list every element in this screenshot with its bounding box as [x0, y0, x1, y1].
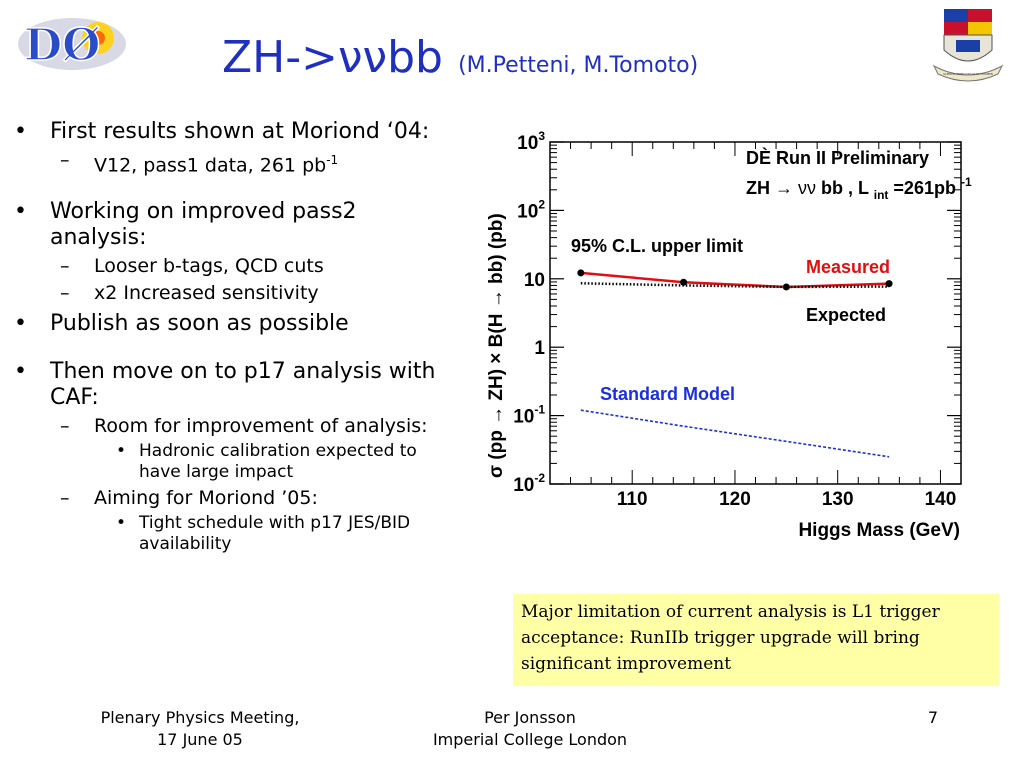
- bullet-sup: -1: [326, 153, 339, 167]
- y-tick-base: 10: [513, 475, 535, 496]
- bullet-text: Looser b-tags, QCD cuts: [94, 255, 324, 278]
- bullet-level2: [14, 415, 454, 438]
- bullet-marker: •: [14, 359, 27, 385]
- bullet-marker: –: [60, 149, 70, 171]
- series-line-standard-model: [581, 410, 889, 457]
- limitation-note: Major limitation of current analysis is L1 trigger acceptance: RunIIb trigger upgrade will bring significant improvement: [513, 594, 999, 686]
- bullet-marker: •: [14, 199, 27, 225]
- header-bb: bb: [821, 178, 844, 198]
- svg-text:ZH → νν bb: [746, 175, 972, 203]
- bullet-text: Publish as soon as possible: [50, 311, 349, 337]
- bullet-level3: [14, 441, 454, 483]
- y-tick-base: 10: [523, 269, 545, 291]
- bullet-marker: •: [116, 441, 127, 462]
- header-lumi-sup: -1: [960, 175, 972, 189]
- y-tick-label: [513, 471, 545, 496]
- slide-title: [222, 32, 698, 83]
- bullet-marker: •: [14, 119, 27, 144]
- chart-header-line2: [746, 175, 972, 203]
- header-lumi-sub: int: [873, 188, 889, 202]
- legend-standard-model: Standard Model: [600, 384, 736, 404]
- header-lumi: , L: [848, 178, 869, 198]
- bullet-marker: •: [14, 311, 27, 337]
- bullet-level2: [14, 487, 454, 510]
- bullet-level1: [14, 199, 454, 251]
- y-tick-label: [534, 338, 545, 359]
- y-tick-label: [513, 403, 545, 428]
- x-axis-label: Higgs Mass (GeV): [798, 520, 960, 541]
- footer-author: [400, 707, 660, 751]
- bullet-marker: –: [60, 487, 70, 510]
- bullet-spacer: [14, 177, 454, 193]
- imperial-crest-motto: SCIENTIA IMPERII DECUS ET TUTAMEN: [943, 73, 993, 76]
- measured-point: [577, 269, 584, 276]
- y-tick-base: 10: [517, 133, 539, 154]
- limit-chart: [482, 122, 982, 552]
- bullet-text: Aiming for Moriond ’05:: [94, 487, 318, 510]
- bullet-text: Then move on to p17 analysis with CAF:: [50, 359, 436, 411]
- y-tick-label: [524, 270, 545, 291]
- chart-header-line1: DÈ Run II Preliminary: [746, 148, 930, 168]
- bullet-level1: [14, 359, 454, 411]
- y-tick-base: 10: [513, 406, 535, 428]
- header-lumi-val: =261pb: [893, 178, 956, 198]
- series-group: [577, 269, 892, 456]
- footer-meeting: [80, 707, 320, 751]
- bullet-spacer: [14, 337, 454, 353]
- y-tick-exp: -1: [534, 402, 545, 417]
- bullet-level1: [14, 119, 454, 145]
- footer-institution: Imperial College London: [432, 730, 628, 749]
- header-nunu: νν: [798, 178, 817, 198]
- x-tick-label: 120: [719, 489, 751, 510]
- y-axis-label: σ (pp → ZH) × B(H → bb) (pb): [486, 213, 507, 478]
- bullet-text: First results shown at Moriond ‘04:: [50, 119, 430, 144]
- d0-logo: [12, 8, 136, 76]
- bullet-level2: [14, 255, 454, 278]
- bullet-text: Working on improved pass2 analysis:: [50, 199, 357, 251]
- x-tick-label: 140: [924, 489, 957, 510]
- bullet-text: Room for improvement of analysis:: [94, 415, 428, 438]
- bullet-level3: [14, 513, 454, 555]
- header-zh: ZH →: [746, 178, 793, 198]
- bullet-level2: [14, 149, 454, 177]
- y-tick-base: 10: [517, 201, 539, 223]
- limit-label: 95% C.L. upper limit: [571, 236, 744, 256]
- y-tick-exp: 3: [538, 129, 545, 143]
- footer-author-name: Per Jonsson: [484, 708, 576, 727]
- y-tick-base: 1: [534, 338, 545, 360]
- bullet-marker: •: [116, 513, 127, 534]
- y-tick-label: [517, 129, 545, 154]
- page-number: 7: [927, 708, 939, 727]
- bullet-level2: [14, 282, 454, 305]
- bullet-text: x2 Increased sensitivity: [94, 282, 319, 305]
- footer-meeting-name: Plenary Physics Meeting,: [100, 708, 300, 727]
- legend-measured: Measured: [806, 257, 891, 277]
- y-tick-exp: 2: [538, 197, 545, 212]
- x-tick-label: 110: [616, 489, 648, 510]
- bullet-level1: [14, 311, 454, 337]
- bullet-text: V12, pass1 data, 261 pb: [94, 154, 327, 177]
- bullet-marker: –: [60, 282, 70, 305]
- bullet-text: Hadronic calibration expected to have large impact: [139, 441, 417, 483]
- x-tick-label: 130: [821, 489, 854, 510]
- legend-expected: Expected: [806, 305, 887, 325]
- y-tick-exp: -2: [534, 471, 545, 485]
- footer-date: 17 June 05: [157, 730, 243, 749]
- bullet-text: Tight schedule with p17 JES/BID availability: [139, 513, 411, 555]
- title-authors: (M.Petteni, M.Tomoto): [458, 53, 699, 78]
- y-tick-label: [517, 197, 545, 222]
- bullet-marker: –: [60, 255, 70, 278]
- bullet-list: [14, 113, 454, 555]
- bullet-marker: –: [60, 415, 70, 438]
- title-main: ZH->ννbb: [222, 32, 443, 83]
- imperial-crest: [932, 6, 1004, 84]
- d0-logo-text: DØ: [24, 20, 101, 71]
